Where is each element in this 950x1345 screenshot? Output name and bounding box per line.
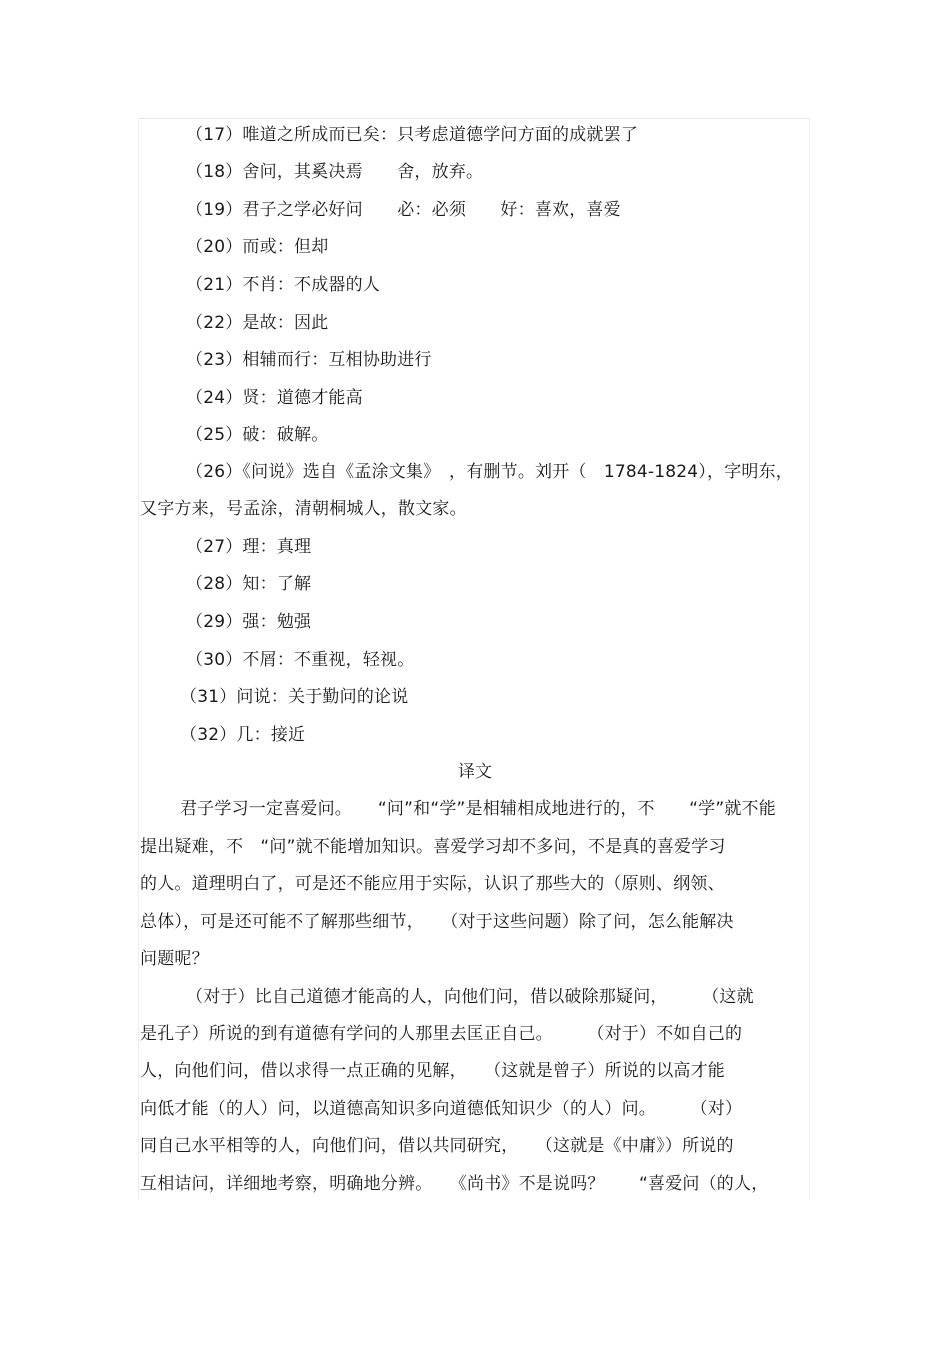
translation-line: 总体），可是还可能不了解那些细节， （对于这些问题）除了问，怎么能解决: [140, 912, 734, 932]
note-22: （22）是故：因此: [186, 313, 329, 333]
note-20: （20）而或：但却: [186, 237, 329, 257]
note-32: （32）几：接近: [180, 725, 306, 745]
note-19: （19）君子之学必好问 必：必须 好：喜欢，喜爱: [186, 200, 621, 220]
translation-line: 人，向他们问，借以求得一点正确的见解， （这就是曾子）所说的以高才能: [140, 1061, 725, 1081]
note-28: （28）知：了解: [186, 574, 312, 594]
note-30: （30）不屑：不重视，轻视。: [186, 650, 415, 670]
note-25: （25）破：破解。: [186, 425, 329, 445]
translation-line: 君子学习一定喜爱问。 “问”和“学”是相辅相成地进行的，不 “学”就不能: [180, 799, 776, 819]
note-24: （24）贤：道德才能高: [186, 388, 363, 408]
translation-line: 的人。道理明白了，可是还不能应用于实际，认识了那些大的（原则、纲领、: [140, 874, 725, 894]
note-26-continued: 又字方来，号孟涂，清朝桐城人，散文家。: [140, 499, 467, 519]
note-29: （29）强：勉强: [186, 612, 312, 632]
translation-line: 向低才能（的人）问，以道德高知识多向道德低知识少（的人）问。 （对）: [140, 1099, 743, 1119]
section-title: 译文: [458, 762, 492, 782]
note-17: （17）唯道之所成而已矣：只考虑道德学问方面的成就罢了: [186, 125, 639, 145]
note-23: （23）相辅而行：互相协助进行: [186, 350, 432, 370]
note-21: （21）不肖：不成器的人: [186, 275, 381, 295]
note-31: （31）问说：关于勤问的论说: [180, 687, 409, 707]
translation-line: 提出疑难，不 “问”就不能增加知识。喜爱学习却不多问，不是真的喜爱学习: [140, 837, 726, 857]
translation-line: （对于）比自己道德才能高的人，向他们问，借以破除那疑问， （这就: [186, 987, 754, 1007]
translation-line: 是孔子）所说的到有道德有学问的人那里去匡正自己。 （对于）不如自己的: [140, 1024, 743, 1044]
translation-line: 同自己水平相等的人，向他们问，借以共同研究， （这就是《中庸》）所说的: [140, 1136, 734, 1156]
translation-line: 互相诘问，详细地考察，明确地分辨。 《尚书》不是说吗？ “喜爱问（的人，: [140, 1174, 769, 1194]
translation-line: 问题呢？: [140, 949, 209, 969]
note-26: （26）《问说》选自《孟涂文集》 ，有删节。刘开（ 1784-1824），字明东，: [186, 462, 793, 482]
note-27: （27）理：真理: [186, 537, 312, 557]
note-18: （18）舍问，其奚决焉 舍，放弃。: [186, 162, 484, 182]
